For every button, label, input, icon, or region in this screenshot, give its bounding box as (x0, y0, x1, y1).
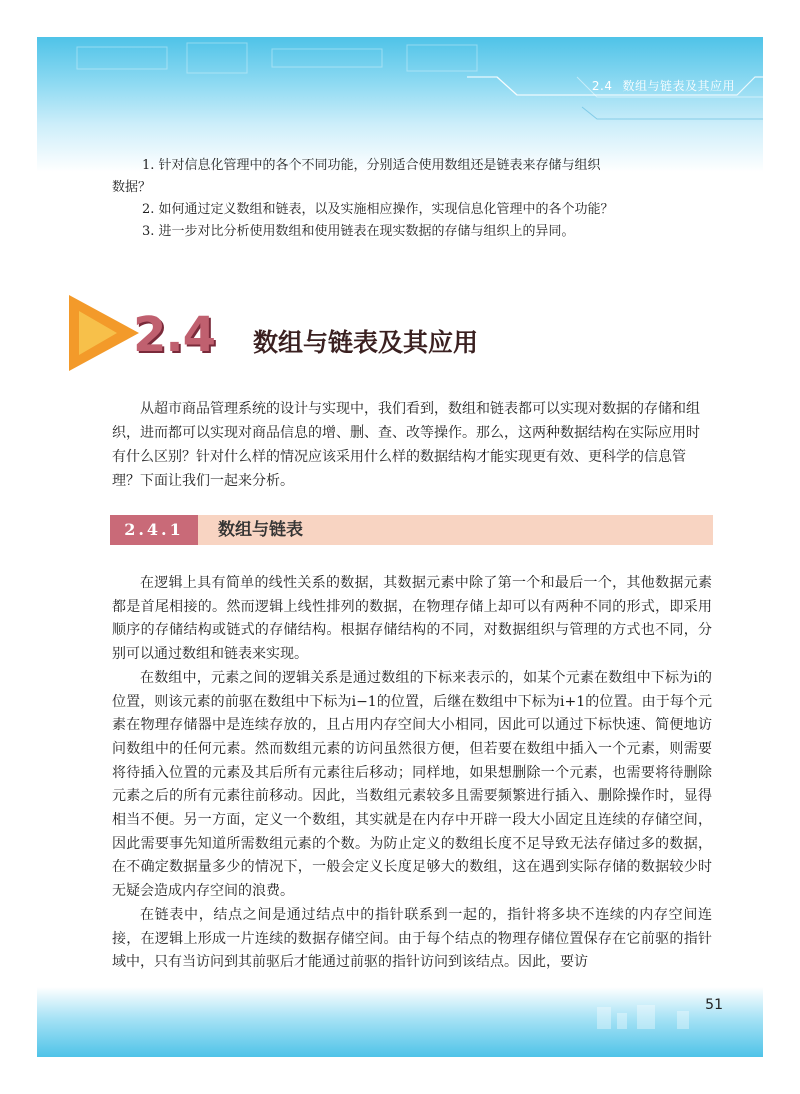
running-header-number: 2.4 (591, 79, 613, 93)
body-paragraph: 在链表中，结点之间是通过结点中的指针联系到一起的，指针将多块不连续的内存空间连接，在逻辑上形成一片连续的数据存储空间。由于每个结点的物理存储位置保存在它前驱的指针域中，只有当访问到其前驱后才能通过前驱的指针访问到该结点。因此，要访 (112, 906, 712, 971)
question-item: 2. 如何通过定义数组和链表，以及实施相应操作，实现信息化管理中的各个功能？ (142, 202, 614, 217)
section-number: 2.4 (133, 307, 216, 363)
page-number: 51 (705, 997, 723, 1013)
question-item: 3. 进一步对比分析使用数组和使用链表在现实数据的存储与组织上的异同。 (142, 224, 575, 239)
subsection-heading (110, 515, 713, 545)
header-decoration (37, 37, 763, 172)
body-text (112, 572, 712, 975)
footer-decoration (37, 987, 763, 1057)
textbook-page (37, 37, 763, 1057)
subsection-number: 2.4.1 (110, 515, 198, 545)
intro-text: 从超市商品管理系统的设计与实现中，我们看到，数组和链表都可以实现对数据的存储和组织，进而都可以实现对商品信息的增、删、查、改等操作。那么，这两种数据结构在实际应用时有什么区别？针对什么样的情况应该采用什么样的数据结构才能实现更有效、更科学的信息管理？下面让我们一起来分析。 (112, 401, 700, 489)
running-header-title: 数组与链表及其应用 (622, 79, 735, 93)
body-paragraph: 在数组中，元素之间的逻辑关系是通过数组的下标来表示的，如某个元素在数组中下标为i的位置，则该元素的前驱在数组中下标为i−1的位置，后继在数组中下标为i+1的位置。由于每个元素在物理存储器中是连续存放的，且占用内存空间大小相同，因此可以通过下标快速、简便地访问数组中的任何元素。然而数组元素的访问虽然很方便，但若要在数组中插入一个元素，则需要将待插入位置的元素及其后所有元素往后移动；同样地，如果想删除一个元素，也需要将待删除元素之后的所有元素往前移动。因此，当数组元素较多且需要频繁进行插入、删除操作时，显得相当不便。另一方面，定义一个数组，其实就是在内存中开辟一段大小固定且连续的存储空间，因此需要事先知道所需数组元素的个数。为防止定义的数组长度不足导致无法存储过多的数据，在不确定数据量多少的情况下，一般会定义长度足够大的数组，这在遇到实际存储的数据较少时无疑会造成内存空间的浪费。 (112, 669, 712, 900)
footer-band (37, 987, 763, 1057)
running-header (592, 77, 735, 94)
discussion-questions (112, 155, 712, 243)
question-item: 1. 针对信息化管理中的各个不同功能，分别适合使用数组还是链表来存储与组织 (142, 158, 601, 173)
header-band (37, 37, 763, 172)
subsection-title: 数组与链表 (218, 520, 303, 540)
section-heading (69, 295, 729, 375)
body-paragraph: 在逻辑上具有简单的线性关系的数据，其数据元素中除了第一个和最后一个，其他数据元素都是首尾相接的。然而逻辑上线性排列的数据，在物理存储上却可以有两种不同的形式，即采用顺序的存储结构或链式的存储结构。根据存储结构的不同，对数据组织与管理的方式也不同，分别可以通过数组和链表来实现。 (112, 575, 712, 663)
play-arrow-icon (69, 295, 139, 371)
intro-paragraph (112, 397, 712, 493)
question-item-continuation: 数据？ (112, 180, 152, 195)
section-title: 数组与链表及其应用 (253, 328, 479, 357)
